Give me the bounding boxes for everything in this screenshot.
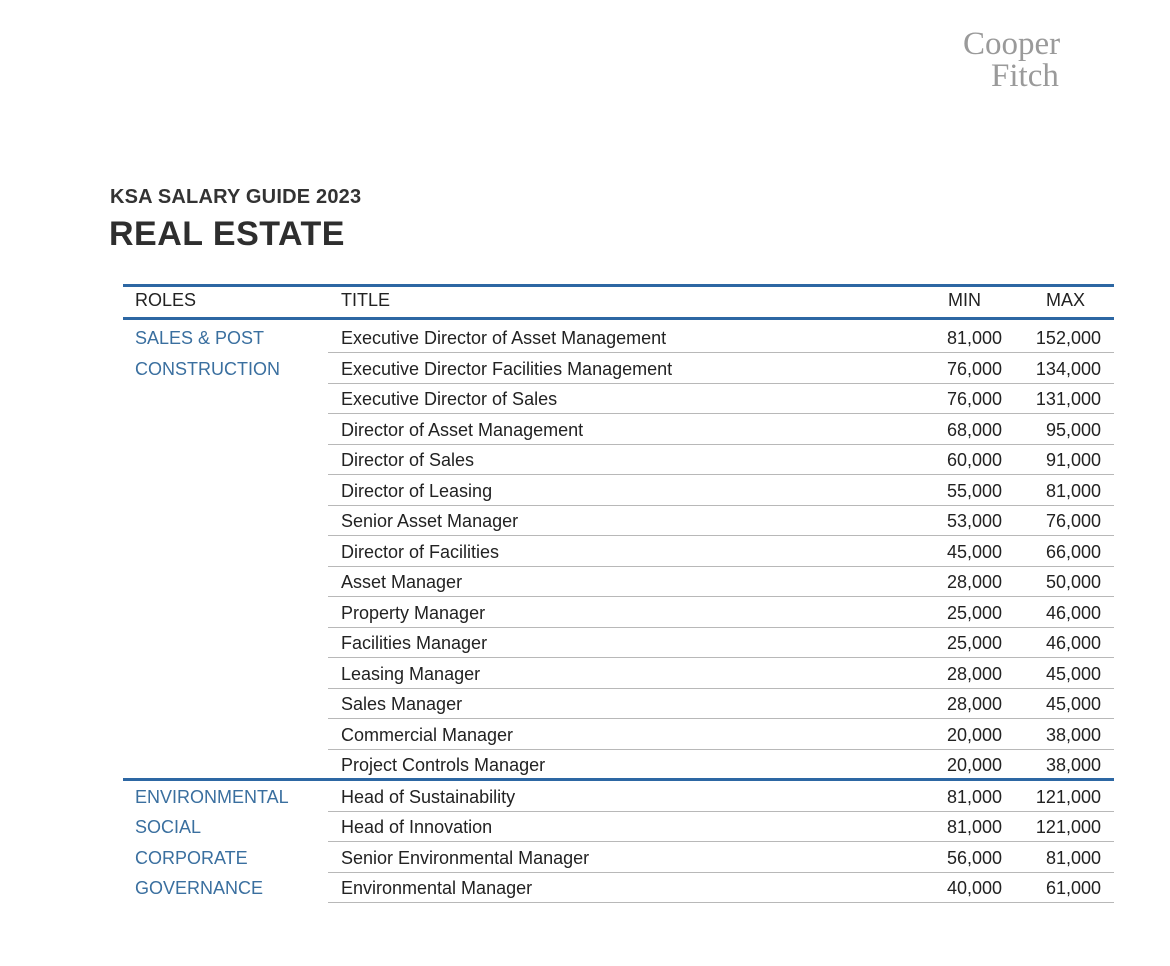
min-salary: 25,000 xyxy=(946,633,1002,653)
table-top-rule xyxy=(123,284,1114,287)
job-title: Leasing Manager xyxy=(341,663,481,684)
table-row xyxy=(328,444,1114,475)
table-row xyxy=(328,872,1114,903)
max-salary: 76,000 xyxy=(1045,511,1101,531)
max-salary: 38,000 xyxy=(1045,724,1101,745)
job-title: Property Manager xyxy=(341,602,486,623)
max-salary: 46,000 xyxy=(1045,602,1101,623)
min-salary: 28,000 xyxy=(946,663,1002,684)
max-salary: 95,000 xyxy=(1045,419,1101,440)
job-title: Senior Environmental Manager xyxy=(341,847,590,868)
page-title: REAL ESTATE xyxy=(109,215,345,253)
max-salary: 61,000 xyxy=(1045,878,1101,898)
job-title: Facilities Manager xyxy=(341,633,488,653)
job-title: Director of Asset Management xyxy=(341,419,584,440)
table-row xyxy=(328,414,1114,445)
table-row xyxy=(328,627,1114,658)
table-row xyxy=(328,719,1114,750)
table-row xyxy=(328,658,1114,689)
table-row xyxy=(328,842,1114,873)
column-header-max: MAX xyxy=(1046,290,1086,310)
min-salary: 60,000 xyxy=(946,450,1002,470)
job-title: Head of Innovation xyxy=(341,817,493,837)
max-salary: 81,000 xyxy=(1045,847,1101,868)
table-row xyxy=(328,383,1114,414)
max-salary: 45,000 xyxy=(1045,663,1101,684)
job-title: Director of Sales xyxy=(341,450,475,470)
table-row xyxy=(328,322,1114,353)
table-row xyxy=(328,749,1114,780)
min-salary: 40,000 xyxy=(946,878,1002,898)
min-salary: 28,000 xyxy=(946,572,1002,592)
guide-title: KSA SALARY GUIDE 2023 xyxy=(110,186,362,208)
role-label-line: SOCIAL xyxy=(135,817,202,837)
job-title: Executive Director Facilities Management xyxy=(341,358,673,379)
max-salary: 134,000 xyxy=(1035,358,1101,379)
job-title: Environmental Manager xyxy=(341,878,533,898)
column-header-roles: ROLES xyxy=(135,290,197,310)
role-label-line: ENVIRONMENTAL xyxy=(135,786,289,807)
role-label-line: CORPORATE xyxy=(135,847,248,868)
min-salary: 76,000 xyxy=(946,389,1002,409)
role-label-line: GOVERNANCE xyxy=(135,878,264,898)
min-salary: 68,000 xyxy=(946,419,1002,440)
role-label-line: CONSTRUCTION xyxy=(135,358,280,379)
table-row xyxy=(328,811,1114,842)
job-title: Project Controls Manager xyxy=(341,755,546,775)
table-row xyxy=(328,781,1114,812)
logo-line-1: Cooper xyxy=(963,26,1061,62)
job-title: Director of Facilities xyxy=(341,541,500,562)
job-title: Asset Manager xyxy=(341,572,463,592)
table-row xyxy=(328,353,1114,384)
min-salary: 76,000 xyxy=(946,358,1002,379)
job-title: Head of Sustainability xyxy=(341,786,516,807)
table-row xyxy=(328,475,1114,506)
min-salary: 20,000 xyxy=(946,724,1002,745)
max-salary: 46,000 xyxy=(1045,633,1101,653)
job-title: Executive Director of Sales xyxy=(341,389,558,409)
min-salary: 81,000 xyxy=(946,328,1002,348)
max-salary: 45,000 xyxy=(1045,694,1101,714)
table-row xyxy=(328,688,1114,719)
table-row xyxy=(328,536,1114,567)
max-salary: 131,000 xyxy=(1035,389,1101,409)
min-salary: 55,000 xyxy=(946,480,1002,501)
max-salary: 121,000 xyxy=(1035,817,1101,837)
min-salary: 56,000 xyxy=(946,847,1002,868)
row-divider xyxy=(328,902,1114,903)
max-salary: 121,000 xyxy=(1035,786,1101,807)
logo-line-2: Fitch xyxy=(991,58,1059,94)
role-label-line: SALES & POST xyxy=(135,328,265,348)
max-salary: 152,000 xyxy=(1035,328,1101,348)
column-header-min: MIN xyxy=(948,290,981,310)
table-row xyxy=(328,566,1114,597)
max-salary: 91,000 xyxy=(1045,450,1101,470)
min-salary: 28,000 xyxy=(946,694,1002,714)
max-salary: 81,000 xyxy=(1045,480,1101,501)
table-row xyxy=(328,597,1114,628)
job-title: Senior Asset Manager xyxy=(341,511,519,531)
min-salary: 81,000 xyxy=(946,786,1002,807)
min-salary: 25,000 xyxy=(946,602,1002,623)
table-row xyxy=(328,505,1114,536)
min-salary: 45,000 xyxy=(946,541,1002,562)
column-header-title: TITLE xyxy=(341,290,391,310)
max-salary: 38,000 xyxy=(1045,755,1101,775)
header-rule xyxy=(123,317,1114,320)
job-title: Executive Director of Asset Management xyxy=(341,328,667,348)
min-salary: 20,000 xyxy=(946,755,1002,775)
job-title: Commercial Manager xyxy=(341,724,514,745)
min-salary: 53,000 xyxy=(946,511,1002,531)
max-salary: 66,000 xyxy=(1045,541,1101,562)
max-salary: 50,000 xyxy=(1045,572,1101,592)
job-title: Sales Manager xyxy=(341,694,463,714)
min-salary: 81,000 xyxy=(946,817,1002,837)
job-title: Director of Leasing xyxy=(341,480,493,501)
